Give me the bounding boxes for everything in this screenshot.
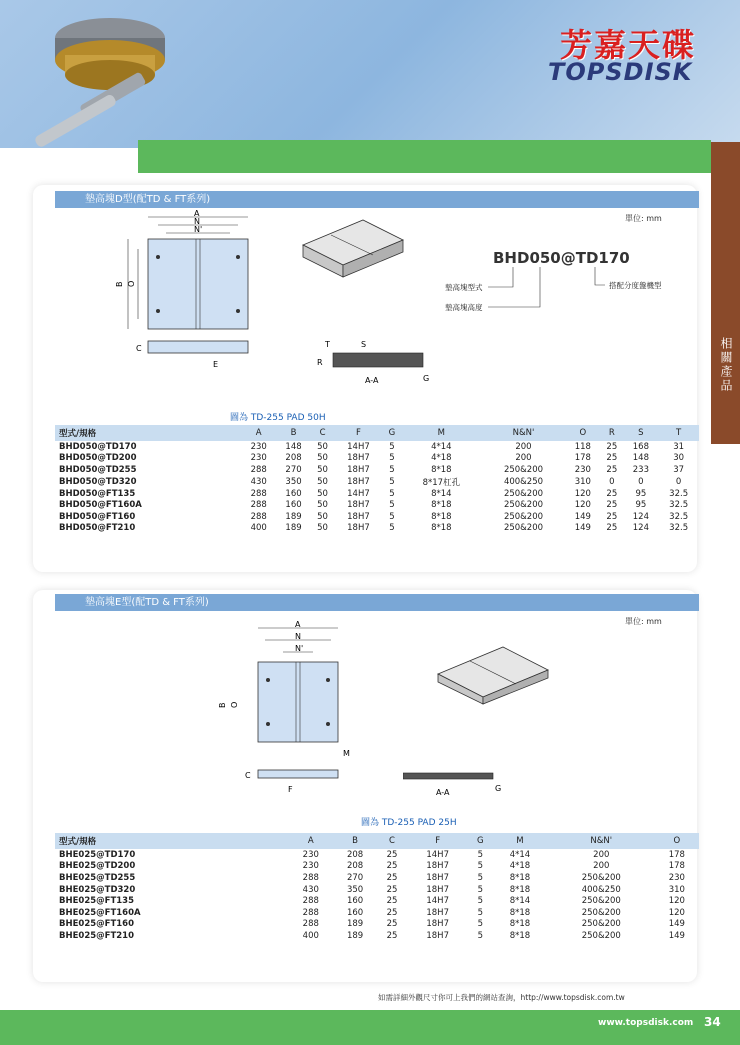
- value-cell: 5: [477, 849, 483, 860]
- value-cell: 208: [346, 861, 364, 872]
- value-cell: 233: [632, 464, 649, 475]
- value-cell: 25: [606, 523, 618, 534]
- value-cell: 160: [346, 907, 364, 918]
- value-cell: 50: [317, 441, 328, 452]
- section-d-unit: 單位: mm: [625, 214, 662, 223]
- dim-label-e: E: [213, 360, 219, 369]
- model-cell: BHE025@TD170: [59, 849, 136, 860]
- value-cell: 189: [346, 919, 364, 930]
- value-cell: 230: [250, 441, 267, 452]
- dim-label-aa: A-A: [365, 376, 379, 385]
- value-cell: 148: [632, 453, 649, 464]
- model-cell: BHD050@FT160: [59, 511, 136, 522]
- value-cell: 25: [386, 896, 398, 907]
- column-header: F: [407, 833, 469, 849]
- value-cell: 25: [386, 884, 398, 895]
- table-row: [55, 907, 699, 919]
- label-fit-model: 搭配分度盤機型: [609, 281, 662, 290]
- value-cell: 25: [386, 907, 398, 918]
- dim-label-t: T: [325, 340, 330, 349]
- table-row: [55, 884, 699, 896]
- value-cell: 230: [668, 872, 685, 883]
- footer-website-note: 如需詳細外觀尺寸你可上我們的網站查詢，http://www.topsdisk.com.tw: [378, 993, 625, 1002]
- value-cell: 200: [515, 453, 532, 464]
- column-header: B: [276, 425, 311, 441]
- value-cell: 8*18: [509, 919, 531, 930]
- value-cell: 160: [285, 500, 302, 511]
- value-cell: 120: [668, 896, 685, 907]
- value-cell: 350: [285, 476, 302, 487]
- value-cell: 230: [574, 464, 591, 475]
- value-cell: 288: [250, 511, 267, 522]
- model-code-example: BHD050@TD170: [493, 249, 630, 267]
- value-cell: 288: [250, 464, 267, 475]
- value-cell: 178: [668, 861, 685, 872]
- value-cell: 8*17杠孔: [422, 477, 461, 488]
- value-cell: 400: [302, 930, 319, 941]
- value-cell: 18H7: [347, 464, 370, 475]
- section-e-spec-table: [55, 833, 699, 942]
- value-cell: 32.5: [669, 511, 689, 522]
- dim-label-r: R: [317, 358, 323, 367]
- value-cell: 95: [635, 488, 647, 499]
- model-cell: BHE025@TD200: [59, 861, 136, 872]
- value-cell: 25: [386, 861, 398, 872]
- dim-label-c-e: C: [245, 771, 251, 780]
- value-cell: 310: [574, 476, 591, 487]
- value-cell: 18H7: [347, 476, 370, 487]
- value-cell: 200: [593, 861, 610, 872]
- value-cell: 149: [668, 919, 685, 930]
- value-cell: 400: [250, 523, 267, 534]
- section-d-panel: [33, 185, 697, 572]
- value-cell: 4*14: [431, 441, 452, 452]
- column-header: M: [492, 833, 548, 849]
- value-cell: 14H7: [426, 896, 449, 907]
- model-cell: BHD050@FT160A: [59, 500, 142, 511]
- table-row: [55, 441, 699, 453]
- dim-label-o: O: [127, 280, 136, 287]
- value-cell: 124: [632, 523, 649, 534]
- value-cell: 250&200: [503, 464, 544, 475]
- value-cell: 5: [389, 488, 395, 499]
- value-cell: 4*18: [431, 453, 452, 464]
- value-cell: 430: [302, 884, 319, 895]
- footer-url-link[interactable]: www.topsdisk.com: [598, 1018, 694, 1028]
- value-cell: 160: [346, 896, 364, 907]
- value-cell: 8*18: [431, 464, 452, 475]
- section-e-section-drawing: [403, 765, 533, 805]
- value-cell: 5: [477, 930, 483, 941]
- value-cell: 288: [250, 500, 267, 511]
- table-row: [55, 476, 699, 488]
- column-header: A: [289, 833, 333, 849]
- model-cell: BHE025@FT160A: [59, 907, 141, 918]
- brand-chinese-name: 芳嘉天碟: [560, 26, 697, 64]
- column-header: M: [401, 425, 481, 441]
- model-cell: BHE025@FT210: [59, 930, 134, 941]
- model-cell: BHD050@TD170: [59, 441, 137, 452]
- value-cell: 250&200: [503, 511, 544, 522]
- value-cell: 5: [477, 861, 483, 872]
- side-tab-label: 相關產品: [719, 337, 733, 393]
- value-cell: 160: [285, 488, 302, 499]
- dim-label-n-e: N: [295, 632, 301, 641]
- column-header: A: [241, 425, 276, 441]
- table-row: [55, 464, 699, 476]
- value-cell: 32.5: [669, 523, 689, 534]
- dim-label-f-e: F: [288, 785, 293, 794]
- value-cell: 350: [346, 884, 364, 895]
- column-header: C: [311, 425, 334, 441]
- table-row: [55, 523, 699, 535]
- value-cell: 124: [632, 511, 649, 522]
- value-cell: 189: [346, 930, 364, 941]
- value-cell: 230: [302, 849, 319, 860]
- value-cell: 288: [250, 488, 267, 499]
- value-cell: 25: [606, 488, 618, 499]
- value-cell: 25: [606, 441, 618, 452]
- value-cell: 250&200: [503, 488, 544, 499]
- dim-label-b-e: B: [218, 702, 227, 708]
- brand-english-name: TOPSDISK: [548, 58, 693, 86]
- section-d-title: 墊高塊D型(配TD & FT系列): [55, 191, 699, 208]
- dim-label-m-e: M: [343, 749, 350, 758]
- table-row: [55, 849, 699, 861]
- value-cell: 8*18: [509, 872, 531, 883]
- value-cell: 208: [346, 849, 364, 860]
- value-cell: 288: [302, 872, 319, 883]
- value-cell: 189: [285, 523, 302, 534]
- value-cell: 25: [386, 930, 398, 941]
- value-cell: 118: [574, 441, 591, 452]
- column-header: C: [377, 833, 407, 849]
- value-cell: 178: [668, 849, 685, 860]
- table-row: [55, 930, 699, 942]
- table-row: [55, 872, 699, 884]
- value-cell: 400&250: [581, 884, 621, 895]
- value-cell: 250&200: [581, 919, 621, 930]
- section-e-title: 墊高塊E型(配TD & FT系列): [55, 594, 699, 611]
- table-row: [55, 511, 699, 523]
- column-header: T: [658, 425, 699, 441]
- dim-label-c: C: [136, 344, 142, 353]
- side-tab-related-products[interactable]: [711, 142, 740, 444]
- dim-label-s: S: [361, 340, 367, 349]
- label-pad-height: 墊高塊高度: [445, 303, 483, 312]
- dim-label-aa-e: A-A: [436, 788, 450, 797]
- value-cell: 8*18: [431, 511, 452, 522]
- value-cell: 18H7: [426, 861, 449, 872]
- value-cell: 288: [302, 907, 319, 918]
- value-cell: 50: [317, 511, 328, 522]
- value-cell: 250&200: [503, 500, 544, 511]
- value-cell: 18H7: [347, 511, 370, 522]
- section-d-spec-table: [55, 425, 699, 534]
- column-header: O: [565, 425, 600, 441]
- value-cell: 5: [477, 896, 483, 907]
- value-cell: 200: [593, 849, 610, 860]
- value-cell: 120: [574, 500, 591, 511]
- value-cell: 5: [389, 511, 395, 522]
- label-pad-type: 墊高塊型式: [445, 283, 483, 292]
- value-cell: 148: [285, 441, 302, 452]
- section-e-panel: [33, 590, 697, 982]
- value-cell: 5: [477, 907, 483, 918]
- model-cell: BHD050@FT135: [59, 488, 136, 499]
- value-cell: 5: [389, 523, 395, 534]
- value-cell: 8*14: [431, 488, 452, 499]
- value-cell: 4*18: [509, 861, 531, 872]
- value-cell: 30: [673, 453, 685, 464]
- value-cell: 168: [632, 441, 649, 452]
- value-cell: 230: [250, 453, 267, 464]
- section-e-caption: 圖為 TD-255 PAD 25H: [361, 818, 457, 828]
- model-cell: BHD050@TD320: [59, 476, 137, 487]
- column-header: N&N': [482, 425, 566, 441]
- value-cell: 50: [317, 476, 328, 487]
- table-row: [55, 499, 699, 511]
- section-d-section-drawing: [313, 335, 443, 395]
- model-cell: BHE025@FT135: [59, 896, 134, 907]
- table-row: [55, 453, 699, 465]
- value-cell: 208: [285, 453, 302, 464]
- value-cell: 149: [574, 523, 591, 534]
- column-header: R: [600, 425, 623, 441]
- model-cell: BHD050@FT210: [59, 523, 136, 534]
- value-cell: 50: [317, 453, 328, 464]
- value-cell: 8*18: [431, 523, 452, 534]
- value-cell: 149: [668, 930, 685, 941]
- value-cell: 0: [638, 476, 644, 487]
- value-cell: 14H7: [347, 488, 370, 499]
- value-cell: 189: [285, 511, 302, 522]
- value-cell: 95: [635, 500, 647, 511]
- value-cell: 32.5: [669, 488, 689, 499]
- value-cell: 50: [317, 464, 328, 475]
- column-header: S: [623, 425, 658, 441]
- value-cell: 250&200: [581, 872, 621, 883]
- dim-label-g: G: [423, 374, 430, 383]
- value-cell: 25: [606, 453, 618, 464]
- value-cell: 25: [606, 464, 618, 475]
- value-cell: 5: [389, 500, 395, 511]
- value-cell: 8*18: [509, 930, 531, 941]
- table-row: [55, 895, 699, 907]
- value-cell: 230: [302, 861, 319, 872]
- value-cell: 178: [574, 453, 591, 464]
- value-cell: 25: [606, 500, 618, 511]
- value-cell: 18H7: [426, 872, 449, 883]
- table-row: [55, 488, 699, 500]
- value-cell: 270: [285, 464, 302, 475]
- value-cell: 25: [386, 849, 398, 860]
- value-cell: 50: [317, 500, 328, 511]
- value-cell: 5: [389, 453, 395, 464]
- page-number: 34: [704, 1015, 721, 1029]
- value-cell: 400&250: [503, 476, 544, 487]
- section-d-caption: 圖為 TD-255 PAD 50H: [230, 413, 326, 423]
- value-cell: 25: [386, 919, 398, 930]
- value-cell: 430: [250, 476, 267, 487]
- section-d-top-view-drawing: [108, 209, 288, 369]
- value-cell: 310: [668, 884, 685, 895]
- value-cell: 120: [574, 488, 591, 499]
- model-cell: BHD050@TD255: [59, 464, 137, 475]
- value-cell: 25: [386, 872, 398, 883]
- section-e-unit: 單位: mm: [625, 617, 662, 626]
- model-cell: BHD050@TD200: [59, 453, 137, 464]
- value-cell: 18H7: [347, 500, 370, 511]
- dim-label-g-e: G: [495, 784, 502, 793]
- value-cell: 18H7: [426, 919, 449, 930]
- value-cell: 18H7: [347, 523, 370, 534]
- dim-label-np: N': [194, 225, 203, 234]
- value-cell: 14H7: [426, 849, 449, 860]
- value-cell: 270: [346, 872, 364, 883]
- value-cell: 32.5: [669, 500, 689, 511]
- column-header: 型式/規格: [55, 833, 289, 849]
- dim-label-a: A: [194, 209, 200, 218]
- value-cell: 250&200: [581, 930, 621, 941]
- dim-label-b: B: [115, 281, 124, 287]
- column-header: G: [383, 425, 401, 441]
- value-cell: 288: [302, 896, 319, 907]
- value-cell: 50: [317, 488, 328, 499]
- value-cell: 250&200: [503, 523, 544, 534]
- column-header: 型式/規格: [55, 425, 241, 441]
- value-cell: 250&200: [581, 907, 621, 918]
- value-cell: 5: [389, 441, 395, 452]
- value-cell: 5: [477, 919, 483, 930]
- model-cell: BHE025@FT160: [59, 919, 134, 930]
- value-cell: 8*14: [509, 896, 531, 907]
- model-cell: BHE025@TD320: [59, 884, 136, 895]
- column-header: F: [334, 425, 383, 441]
- value-cell: 18H7: [426, 884, 449, 895]
- table-row: [55, 919, 699, 931]
- value-cell: 5: [389, 476, 395, 487]
- dim-label-np-e: N': [295, 644, 304, 653]
- value-cell: 18H7: [426, 930, 449, 941]
- column-header: G: [469, 833, 492, 849]
- value-cell: 200: [515, 441, 532, 452]
- value-cell: 120: [668, 907, 685, 918]
- value-cell: 18H7: [426, 907, 449, 918]
- value-cell: 5: [477, 884, 483, 895]
- value-cell: 4*14: [509, 849, 531, 860]
- section-d-iso-drawing: [293, 215, 413, 295]
- table-row: [55, 861, 699, 873]
- column-header: O: [655, 833, 699, 849]
- section-e-top-view-drawing: [213, 618, 393, 798]
- value-cell: 31: [673, 441, 685, 452]
- value-cell: 18H7: [347, 453, 370, 464]
- header-green-bar: [138, 140, 711, 173]
- dim-label-a-e: A: [295, 620, 301, 629]
- value-cell: 50: [317, 523, 328, 534]
- value-cell: 8*18: [509, 884, 531, 895]
- value-cell: 8*18: [509, 907, 531, 918]
- model-cell: BHE025@TD255: [59, 872, 136, 883]
- section-e-iso-drawing: [428, 642, 558, 722]
- value-cell: 0: [609, 476, 615, 487]
- value-cell: 250&200: [581, 896, 621, 907]
- value-cell: 37: [673, 464, 685, 475]
- column-header: B: [333, 833, 377, 849]
- value-cell: 0: [675, 476, 682, 487]
- value-cell: 8*18: [431, 500, 452, 511]
- model-code-leader-lines: [483, 267, 713, 327]
- value-cell: 5: [477, 872, 483, 883]
- value-cell: 14H7: [347, 441, 370, 452]
- dim-label-n: N: [194, 217, 200, 226]
- value-cell: 25: [606, 511, 618, 522]
- value-cell: 288: [302, 919, 319, 930]
- dim-label-o-e: O: [230, 701, 239, 708]
- column-header: N&N': [548, 833, 655, 849]
- value-cell: 5: [389, 464, 395, 475]
- value-cell: 149: [574, 511, 591, 522]
